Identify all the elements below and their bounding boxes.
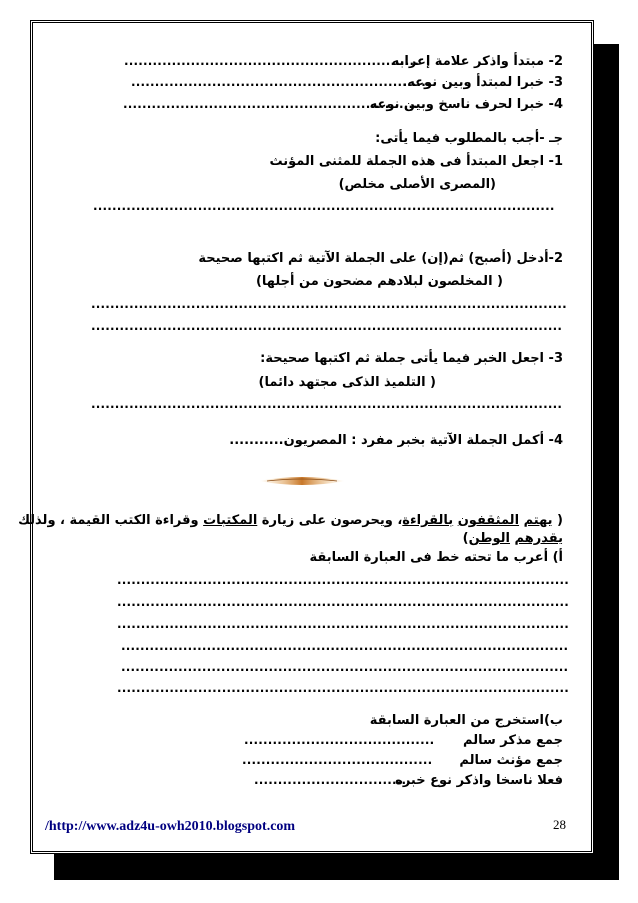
- heading-text: جـ -أجب بالمطلوب فيما يأتى:: [375, 131, 563, 146]
- exercise-1-sentence: [33, 177, 496, 193]
- answer-dots: ........................................: [242, 753, 433, 767]
- sentence-text: ( التلميذ الذكى مجتهد دائما): [258, 375, 436, 390]
- sentence-text: ( المخلصون لبلادهم مضحون من أجلها): [255, 274, 503, 289]
- answer-dots: ..............................................................................................: [121, 660, 569, 674]
- answer-dots: ...............................................................................................: [117, 681, 570, 695]
- passage-text: وقراءة الكتب القيمة ، ولذلك: [18, 513, 204, 528]
- question-b: [33, 713, 563, 729]
- exercise-3: [33, 351, 563, 367]
- answer-dots: ...............................................................................................: [117, 573, 570, 587]
- underlined-word: يقدرهم: [514, 531, 563, 546]
- underlined-word: المكتبات: [203, 513, 258, 528]
- exercise-text: 1- اجعل المبتدأ فى هذه الجملة للمثنى المؤنث: [269, 154, 563, 169]
- passage-line-2: [33, 531, 563, 547]
- question-text: أ) أعرب ما تحته خط فى العبارة السابقة: [309, 550, 563, 565]
- page-number: 28: [553, 817, 566, 832]
- question-text: ب)استخرج من العبارة السابقة: [369, 713, 563, 728]
- exercise-dots: ...........: [229, 433, 284, 448]
- exercise-2-sentence: [33, 274, 503, 290]
- answer-dots: ..............................................................: [124, 54, 420, 68]
- answer-dots: ...............................................................: [131, 75, 431, 89]
- passage-text: (: [552, 513, 563, 528]
- passage-text: ، ويحرصون على زيارة: [257, 513, 403, 528]
- ornament-divider: [259, 475, 345, 487]
- answer-dots: ...............................................................................................: [117, 595, 570, 609]
- passage-line-1: [18, 513, 563, 529]
- question-text: 4- خبرا لحرف ناسخ وبين نوعه: [369, 97, 563, 112]
- answer-dots: ...............................................................................................: [117, 617, 570, 631]
- underlined-word: المثقفون: [457, 513, 520, 528]
- answer-dots: ...................................................................................................: [91, 319, 563, 333]
- exercise-1: [33, 154, 563, 170]
- answer-dots: ..............................................................: [123, 97, 419, 111]
- question-a: [33, 550, 563, 566]
- sentence-text: (المصرى الأصلى مخلص): [338, 177, 496, 192]
- exercise-2: [33, 251, 563, 267]
- exercise-3-sentence: [33, 375, 436, 391]
- question-text: جمع مؤنث سالم: [459, 753, 563, 768]
- answer-dots: ....................................................................................................: [91, 297, 567, 311]
- answer-dots: ................................: [254, 773, 407, 787]
- exercise-text: 2-أدخل (أصبح) ثم(إن) على الجملة الآتية ثم اكتبها صحيحة: [198, 251, 563, 266]
- exercise-text: 3- اجعل الخبر فيما يأتى جملة ثم اكتبها صحيحة:: [260, 351, 563, 366]
- worksheet-page: [18, 20, 594, 854]
- underlined-word: بالقراءة: [402, 513, 454, 528]
- answer-dots: ...................................................................................................: [91, 397, 563, 411]
- exercise-4: [33, 433, 563, 449]
- question-text: 3- خبرا لمبتدأ وبين نوعه.: [402, 75, 563, 90]
- answer-dots: ..............................................................................................: [121, 639, 569, 653]
- footer-url[interactable]: /http://www.adz4u-owh2010.blogspot.com: [45, 819, 296, 834]
- question-text: جمع مذكر سالم: [463, 733, 563, 748]
- underlined-word: يهتم: [523, 513, 553, 528]
- answer-dots: .................................................................................................: [93, 199, 555, 213]
- exercise-text: 4- أكمل الجملة الآتية بخبر مفرد : المصريون: [283, 433, 563, 448]
- question-text: فعلا ناسخا واذكر نوع خبره: [395, 773, 563, 788]
- underlined-word: الوطن: [468, 531, 511, 546]
- answer-dots: ........................................: [244, 733, 435, 747]
- passage-text: ): [462, 531, 469, 546]
- question-text: 2- مبتدأ واذكر علامة إعرابه: [391, 54, 563, 69]
- section-heading: [33, 131, 563, 147]
